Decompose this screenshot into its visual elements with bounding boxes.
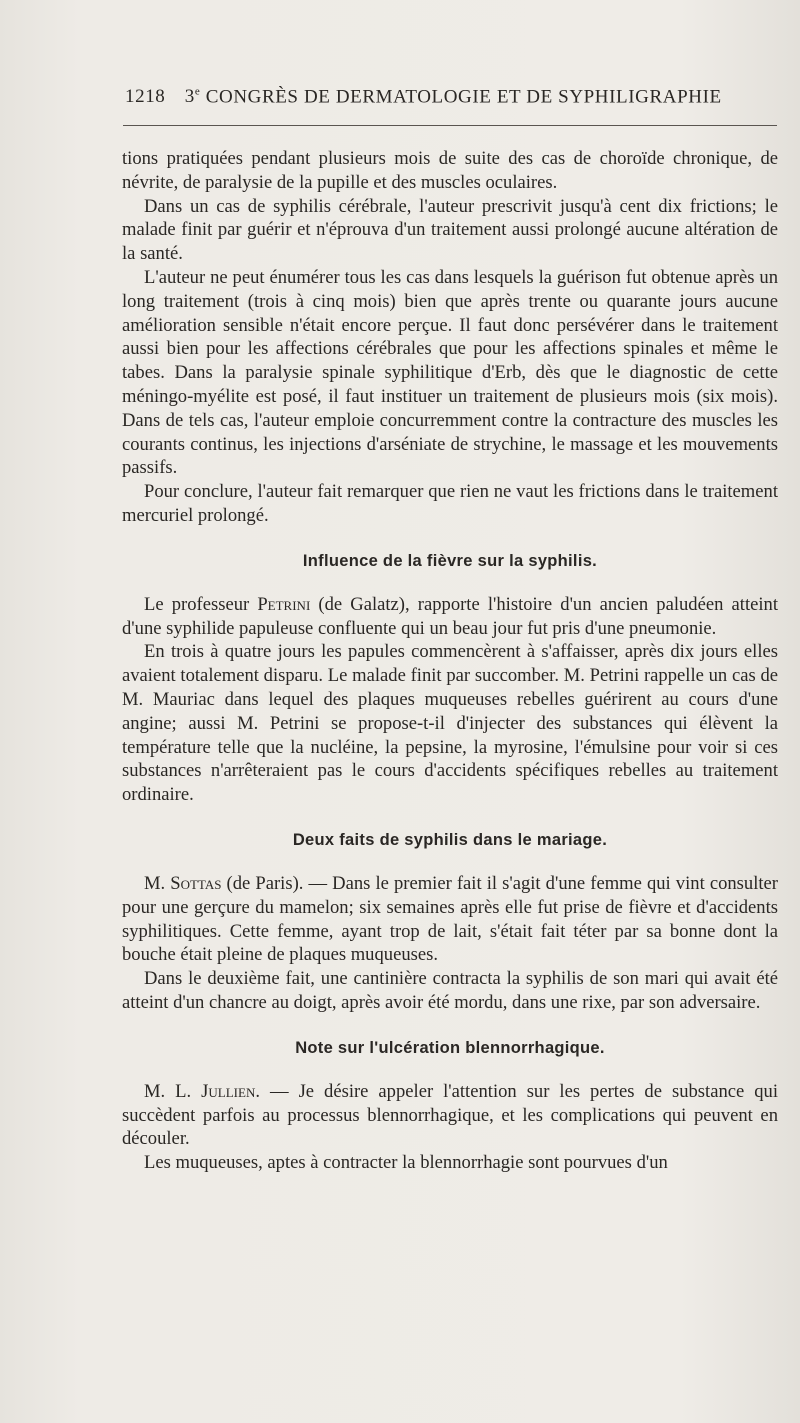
section-heading: Deux faits de syphilis dans le mariage.	[292, 830, 608, 849]
paragraph: M. Sottas (de Paris). — Dans le premier fait il s'agit d'une femme qui vint consulter pour une gerçure du mamelon; six semaines après elle fut prise de fièvre et d'accidents syphilitiques. Cette femme, ayant trop de lait, s'était fait téter par sa bonne dont la bouche était pleine de plaques muqueuses.	[122, 872, 778, 966]
author-name: Sottas	[170, 872, 222, 894]
page-number: 1218	[125, 86, 166, 108]
author-name: Jullien	[201, 1080, 256, 1102]
paragraph: tions pratiquées pendant plusieurs mois de suite des cas de choroïde chronique, de névrite, de paralysie de la pupille et des muscles oculaires.	[122, 148, 778, 193]
paragraph: Dans un cas de syphilis cérébrale, l'auteur prescrivit jusqu'à cent dix frictions; le malade finit par guérir et n'éprouva d'un traitement aussi prolongé aucune altération de la santé.	[122, 195, 778, 265]
running-header	[125, 86, 765, 108]
section-heading: Influence de la fièvre sur la syphilis.	[302, 551, 598, 570]
running-title: CONGRÈS DE DERMATOLOGIE ET DE SYPHILIGRAPHIE	[205, 86, 722, 108]
paragraph: Les muqueuses, aptes à contracter la blennorrhagie sont pourvues d'un	[144, 1152, 668, 1174]
paragraph: En trois à quatre jours les papules commencèrent à s'affaisser, après dix jours elles avaient totalement disparu. Le malade finit par succomber. M. Petrini rappelle un cas de M. Mauriac dans lequel des plaques muqueuses rebelles guérirent au cours d'une angine; aussi M. Petrini se propose-t-il d'injecter des substances qui élèvent la température telle que la nucléine, la pepsine, la myrosine, l'émulsine pour voir si ces substances n'arrêteraient pas le cours d'accidents spécifiques rebelles au traitement ordinaire.	[122, 641, 778, 806]
paragraph: L'auteur ne peut énumérer tous les cas dans lesquels la guérison fut obtenue après un long traitement (trois à cinq mois) bien que après trente ou quarante jours aucune amélioration sensible n'était encore perçue. Il faut donc persévérer dans le traitement aussi bien pour les affections cérébrales que pour les affections spinales et même le tabes. Dans la paralysie spinale syphilitique d'Erb, dès que le diagnostic de cette méningo-myélite est posé, il faut instituer un traitement de plusieurs mois (six mois). Dans de tels cas, l'auteur emploie concurremment contre la contracture des muscles les courants continus, les injections d'arséniate de strychine, le massage et les mouvements passifs.	[122, 266, 778, 479]
paragraph: M. L. Jullien. — Je désire appeler l'attention sur les pertes de substance qui succèdent parfois au processus blennorrhagique, et les complications qui peuvent en découler.	[122, 1080, 779, 1150]
paragraph: Le professeur Petrini (de Galatz), rapporte l'histoire d'un ancien paludéen atteint d'une syphilide papuleuse confluente qui un beau jour fut pris d'une pneumonie.	[122, 593, 779, 639]
paragraph: Dans le deuxième fait, une cantinière contracta la syphilis de son mari qui avait été atteint d'un chancre au doigt, après avoir été mordu, dans une rixe, par son adversaire.	[122, 968, 778, 1013]
section-heading: Note sur l'ulcération blennorrhagique.	[295, 1038, 605, 1057]
author-name: Petrini	[257, 593, 311, 615]
header-rule	[123, 125, 777, 126]
congress-ordinal: 3e	[184, 86, 201, 108]
article-body	[122, 147, 778, 1175]
paragraph: Pour conclure, l'auteur fait remarquer que rien ne vaut les frictions dans le traitement mercuriel prolongé.	[122, 481, 778, 526]
